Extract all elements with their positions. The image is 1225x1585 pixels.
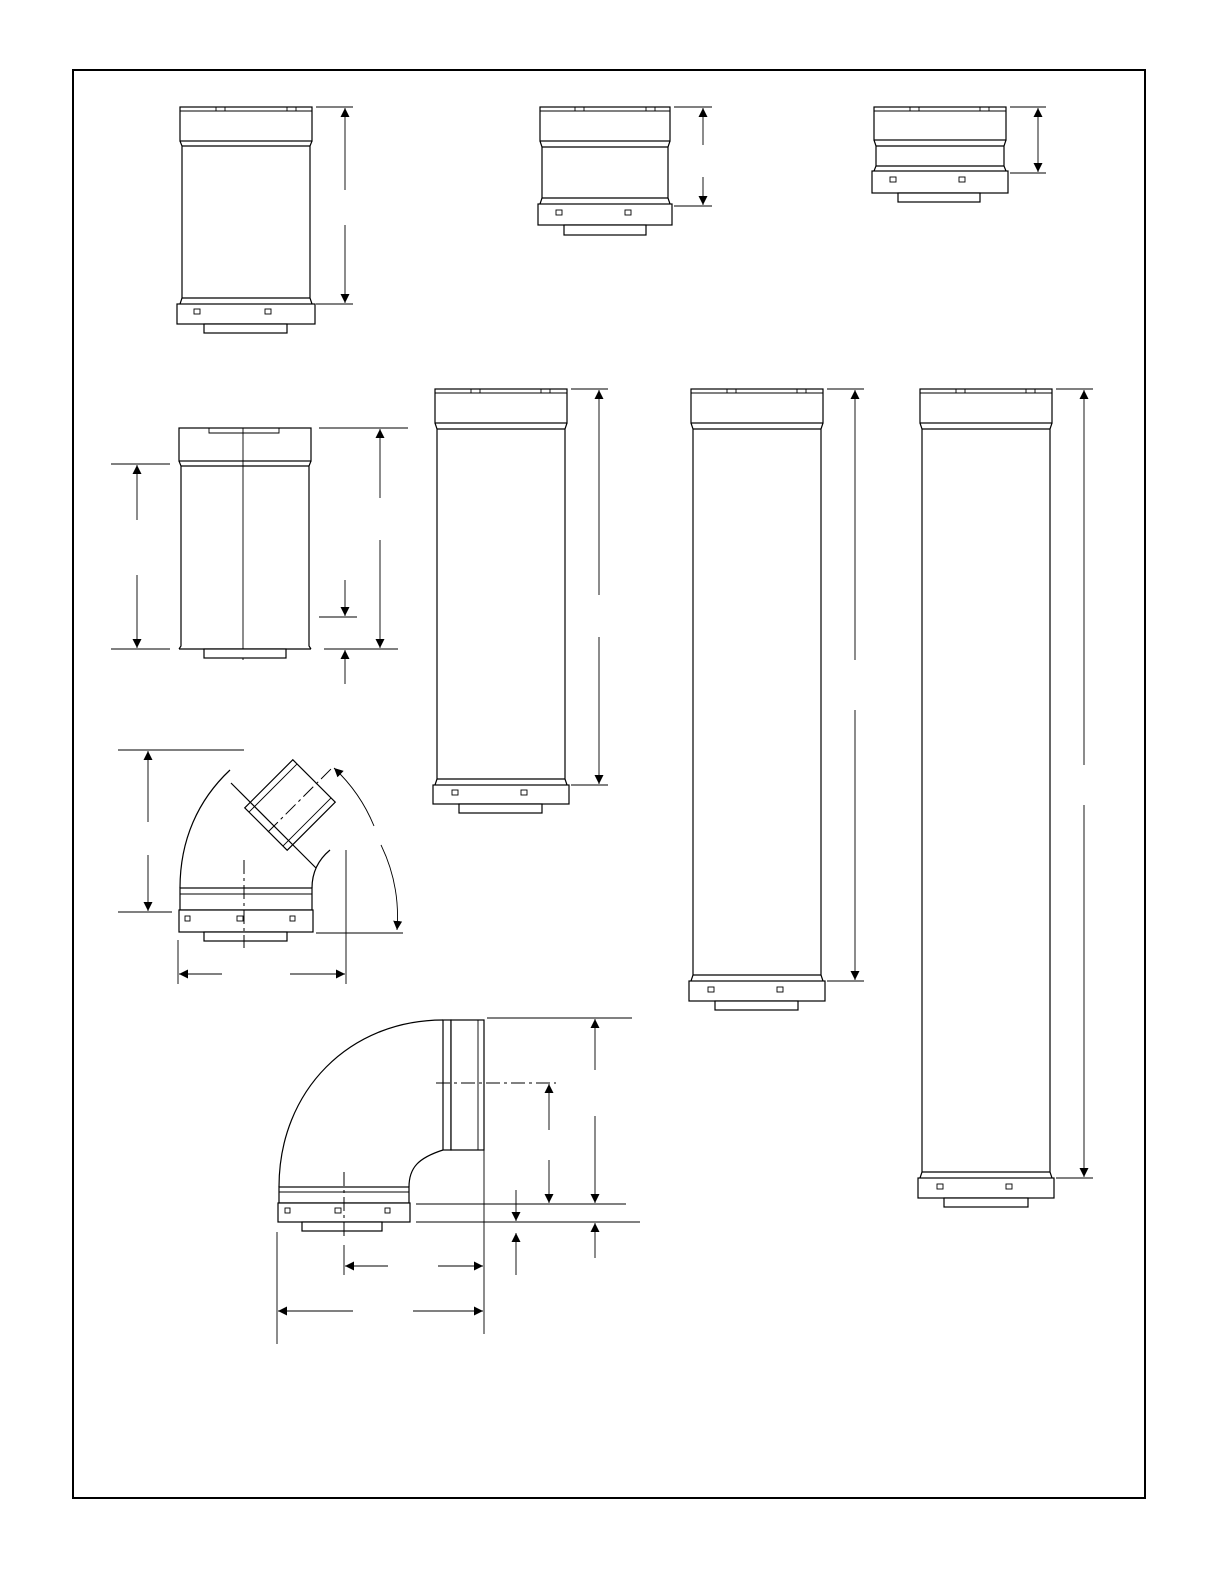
pipe-section-medium-tall — [177, 107, 315, 333]
pipe-section-long — [433, 389, 569, 813]
dimension-pipe-medium-tall — [316, 107, 353, 304]
dimension-pipe-long — [571, 389, 608, 785]
pipe-section-longer — [689, 389, 825, 1010]
adjustable-pipe-section — [179, 428, 311, 660]
pipe-section-extra-short — [872, 107, 1008, 202]
dimension-pipe-longer — [827, 389, 864, 981]
pipe-section-longest — [918, 389, 1054, 1207]
page-border — [73, 70, 1145, 1498]
dimension-pipe-short — [674, 107, 712, 206]
elbow-90-degree — [278, 1020, 556, 1240]
elbow-45-degree — [179, 760, 335, 948]
dimension-pipe-extra-short — [1010, 107, 1046, 173]
dimension-pipe-longest — [1056, 389, 1093, 1178]
dimension-elbow-45 — [118, 750, 403, 984]
pipe-section-short — [538, 107, 672, 235]
